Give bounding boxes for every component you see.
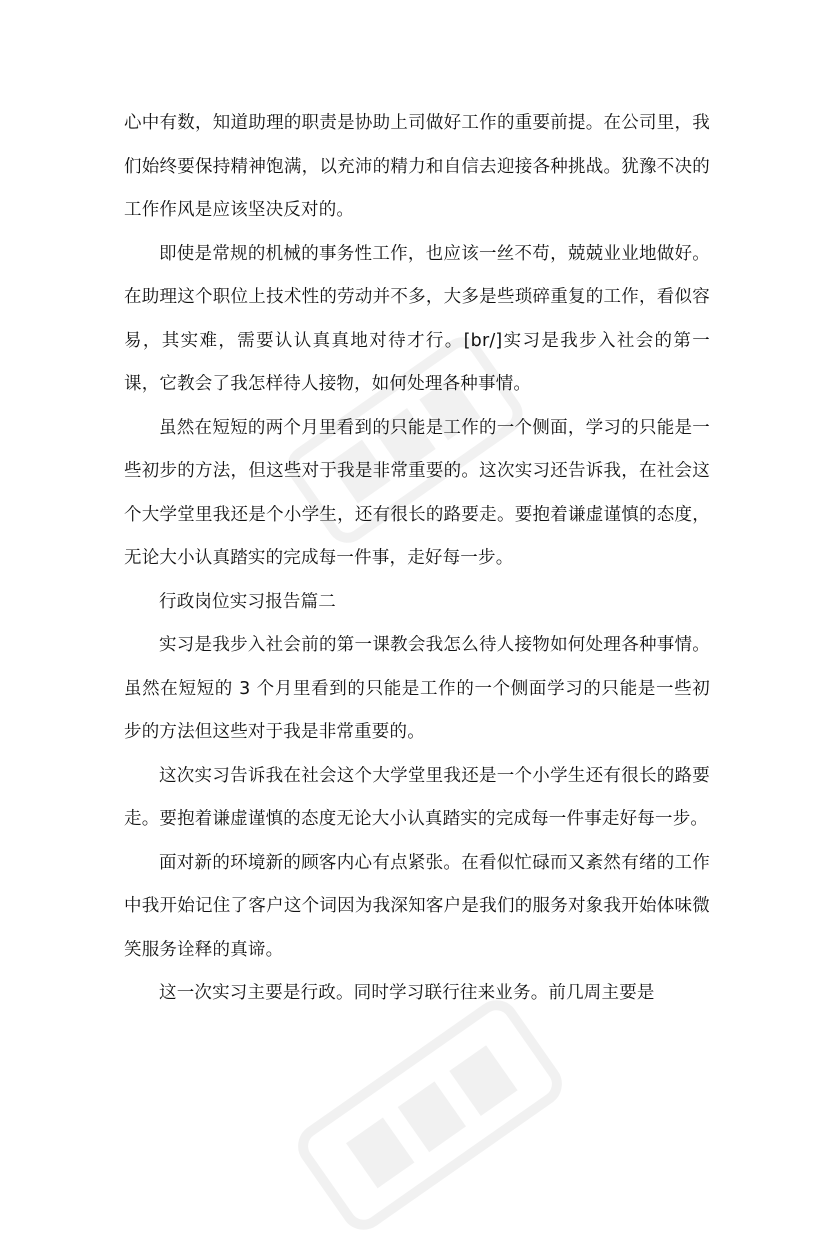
paragraph: 即使是常规的机械的事务性工作，也应该一丝不苟，兢兢业业地做好。在助理这个职位上技术性的劳动并不多，大多是些琐碎重复的工作，看似容易，其实难，需要认认真真地对待才行。[br/]实习是我步入社会的第一课，它教会了我怎样待人接物，如何处理各种事情。 (124, 243, 710, 394)
paragraph: 面对新的环境新的顾客内心有点紧张。在看似忙碌而又紊然有绪的工作中我开始记住了客户这个词因为我深知客户是我们的服务对象我开始体味微笑服务诠释的真谛。 (124, 852, 710, 960)
paragraph: 实习是我步入社会前的第一课教会我怎么待人接物如何处理各种事情。虽然在短短的 3 个月里看到的只能是工作的一个侧面学习的只能是一些初步的方法但这些对于我是非常重要的。 (124, 635, 710, 742)
section-heading: 行政岗位实习报告篇二 (159, 591, 336, 612)
paragraph-continuation: 心中有数，知道助理的职责是协助上司做好工作的重要前提。在公司里，我们始终要保持精神饱满，以充沛的精力和自信去迎接各种挑战。犹豫不决的工作作风是应该坚决反对的。 (124, 113, 710, 220)
paragraph: 虽然在短短的两个月里看到的只能是工作的一个侧面，学习的只能是一些初步的方法，但这些对于我是非常重要的。这次实习还告诉我，在社会这个大学堂里我还是个小学生，还有很长的路要走。要抱着谦虚谨慎的态度，无论大小认真踏实的完成每一件事，走好每一步。 (124, 417, 710, 568)
watermark-icon (280, 979, 579, 1251)
paragraph: 这次实习告诉我在社会这个大学堂里我还是一个小学生还有很长的路要走。要抱着谦虚谨慎的态度无论大小认真踏实的完成每一件事走好每一步。 (124, 765, 710, 829)
paragraph: 这一次实习主要是行政。同时学习联行往来业务。前几周主要是 (159, 983, 655, 1003)
document-body (124, 102, 710, 1016)
